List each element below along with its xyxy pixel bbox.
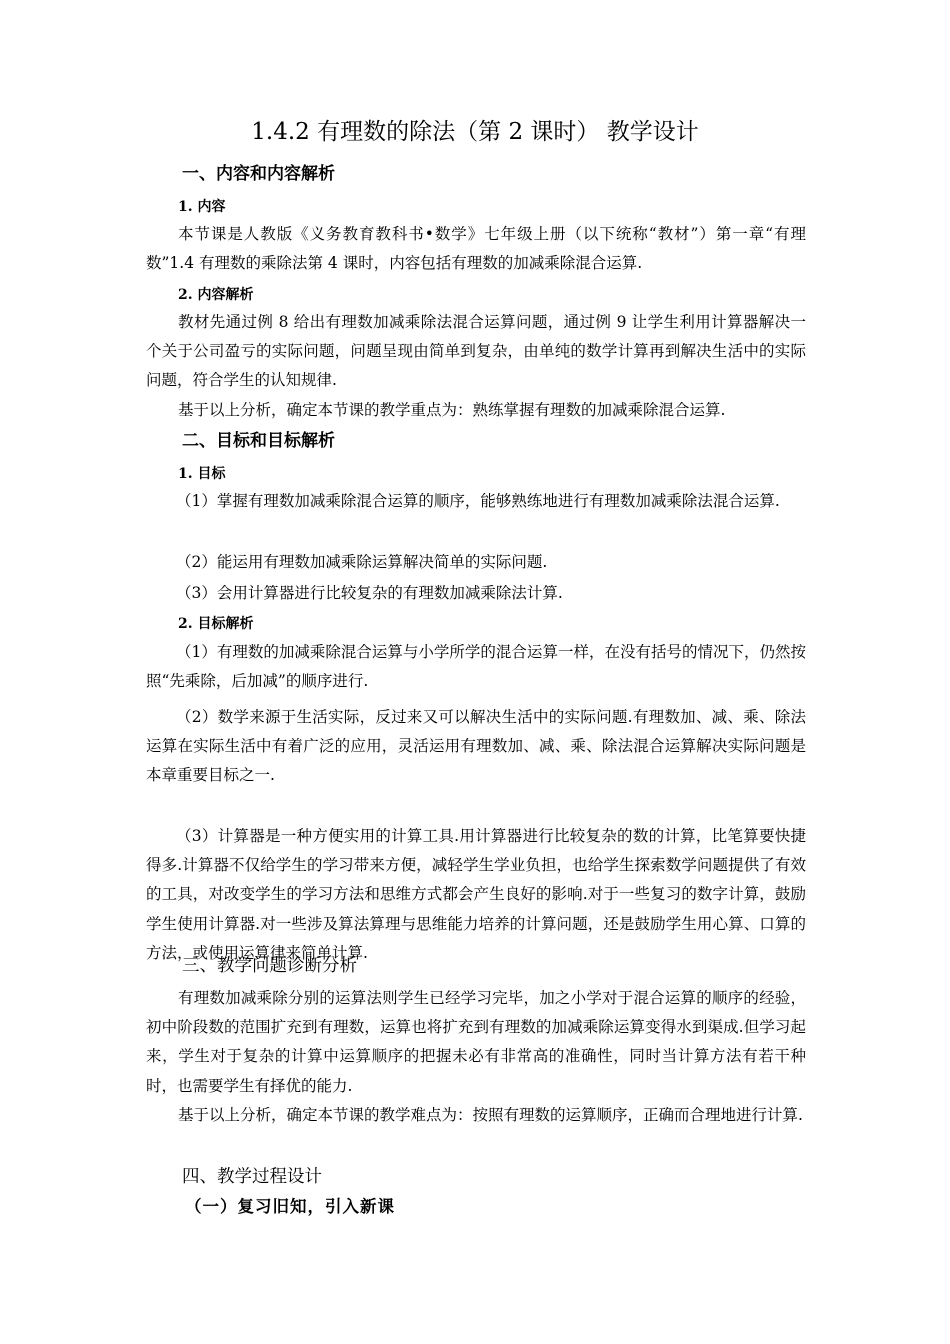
subheading-content-analysis: 2. 内容解析 [178,287,254,303]
subheading-review: （一）复习旧知，引入新课 [185,1197,395,1216]
document-title: 1.4.2 有理数的除法（第 2 课时） 教学设计 [251,119,699,145]
subheading-content: 1. 内容 [178,199,226,215]
section-heading-2: 二、目标和目标解析 [182,431,335,451]
paragraph-diagnosis: 有理数加减乘除分别的运算法则学生已经学习完毕，加之小学对于混合运算的顺序的经验，初中阶段数的范围扩充到有理数，运算也将扩充到有理数的加减乘除运算变得水到渠成.但学习起来，学生对于复杂的计算中运算顺序的把握未必有非常高的准确性，同时当计算方法有若干种时，也需要学生有择优的能力. [146,989,806,1095]
section-heading-4: 四、教学过程设计 [182,1167,322,1187]
subheading-goals: 1. 目标 [178,466,226,482]
section-heading-1: 一、内容和内容解析 [182,164,335,184]
goal-analysis-3: （3）计算器是一种方便实用的计算工具.用计算器进行比较复杂的数的计算，比笔算要快捷得多.计算器不仅给学生的学习带来方便，减轻学生学业负担，也给学生探索数学问题提供了有效的工具，对改变学生的学习方法和思维方式都会产生良好的影响.对于一些复习的数字计算，鼓励学生使用计算器.对一些涉及算法算理与思维能力培养的计算问题，还是鼓励学生用心算、口算的方法，或使用运算律来简单计算. [146,827,806,962]
goal-3: （3）会用计算器进行比较复杂的有理数加减乘除法计算. [176,584,563,602]
goal-1: （1）掌握有理数加减乘除混合运算的顺序，能够熟练地进行有理数加减乘除法混合运算. [176,492,780,510]
goal-analysis-1: （1）有理数的加减乘除混合运算与小学所学的混合运算一样，在没有括号的情况下，仍然按照“先乘除，后加减”的顺序进行. [146,643,806,691]
goal-2: （2）能运用有理数加减乘除运算解决简单的实际问题. [176,553,548,571]
paragraph-content-analysis: 教材先通过例 8 给出有理数加减乘除法混合运算问题，通过例 9 让学生利用计算器解决一个关于公司盈亏的实际问题，问题呈现由简单到复杂，由单纯的数学计算再到解决生活中的实际问题，符合学生的认知规律. [146,313,806,390]
paragraph-key-point: 基于以上分析，确定本节课的教学重点为：熟练掌握有理数的加减乘除混合运算. [178,401,726,419]
subheading-goal-analysis: 2. 目标解析 [178,616,254,632]
section-heading-3: 三、教学问题诊断分析 [182,956,357,976]
paragraph-content: 本节课是人教版《义务教育教科书•数学》七年级上册（以下统称“教材”）第一章“有理数”1.4 有理数的乘除法第 4 课时，内容包括有理数的加减乘除混合运算. [146,225,806,273]
paragraph-difficulty: 基于以上分析，确定本节课的教学难点为：按照有理数的运算顺序，正确而合理地进行计算. [178,1106,803,1124]
goal-analysis-2: （2）数学来源于生活实际，反过来又可以解决生活中的实际问题.有理数加、减、乘、除法运算在实际生活中有着广泛的应用，灵活运用有理数加、减、乘、除法混合运算解决实际问题是本章重要目标之一. [146,708,806,785]
